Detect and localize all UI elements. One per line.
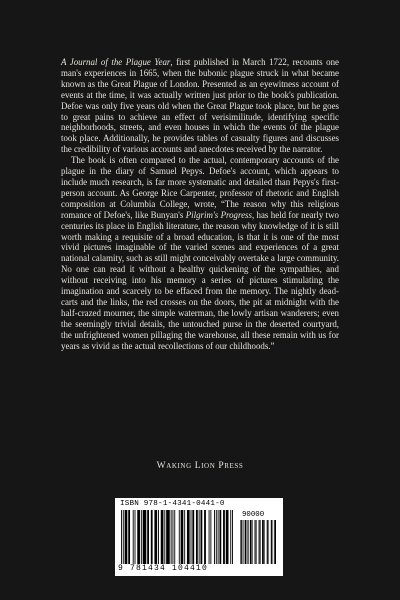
blurb-paragraph-2-text-b: , has held for nearly two centuries its place in English literature, the reason why knowledge of it is still worth making a requisite of a broad education, is that it is one of the most vivid pictures imaginable of the varied scenes and experiences of a great national calamity, such as still might conceivably overtake a large community. No one can read it without a healthy quickening of the sympathies, and without receiving into his memory a series of pictures stimulating the imagination and scarcely to be effaced from the memory. The nightly dead-carts and the links, the red crosses on the doors, the pit at midnight with the half-crazed mourner, the simple waterman, the lowly artisan wanderers; even the seemingly trivial details, the untouched purse in the deserted courtyard, the unfrightened women pillaging the warehouse, all these remain with us for years as vivid as the actual recollections of our childhoods.”: [61, 209, 339, 351]
barcode-bar: [164, 510, 165, 564]
barcode-bar: [171, 510, 172, 564]
isbn-label: ISBN 978-1-4341-0441-0: [120, 500, 225, 508]
barcode-bar: [184, 510, 185, 564]
barcode-bar: [232, 510, 233, 564]
barcode-bar: [267, 520, 268, 564]
barcode-bar: [137, 510, 140, 564]
barcode-bar: [192, 510, 194, 564]
publisher-name: Waking Lion Press: [156, 461, 244, 471]
barcode-bar: [256, 520, 257, 564]
barcode-bar: [245, 520, 247, 564]
barcode-bar: [240, 520, 241, 564]
barcode-bar: [264, 520, 265, 564]
barcode-bar: [172, 510, 173, 564]
barcode-bar: [181, 510, 184, 564]
barcode-bar: [199, 510, 200, 564]
barcode-bar: [252, 520, 253, 564]
barcode-bar: [218, 510, 219, 564]
barcode-bar: [174, 510, 175, 564]
barcode-bar: [230, 510, 231, 564]
barcode-digits: 9 781434 104410: [118, 564, 209, 573]
barcode-bar: [219, 510, 221, 564]
barcode-bar: [141, 510, 142, 564]
barcode-bar: [262, 520, 264, 564]
barcode-bar: [241, 520, 242, 564]
barcode-addon-bars: [240, 520, 276, 564]
barcode-bar: [274, 520, 276, 564]
barcode-bar: [216, 510, 217, 564]
barcode-bar: [209, 510, 210, 564]
barcode-bar: [125, 510, 128, 564]
barcode-bar: [247, 520, 248, 564]
barcode-bar: [143, 510, 147, 564]
barcode-main-bars: [121, 510, 233, 564]
barcode-bar: [243, 520, 244, 564]
blurb-paragraph-2-text-a: The book is often compared to the actual, contemporary accounts of the plague in the diary of Samuel Pepys. Defoe's account, which appears to include much research, is far more systematic and detailed than Pepys's first-person account. As George Rice Carpenter, professor of rhetoric and English composition at Columbia College, wrote, “The reason why this religious romance of Defoe's, like Bunyan's: [61, 155, 339, 220]
price-code: 90000: [242, 511, 265, 519]
barcode-bar: [179, 510, 180, 564]
barcode-bar: [214, 510, 215, 564]
barcode-bar: [196, 510, 198, 564]
blurb-text: [61, 57, 339, 351]
barcode-bar: [128, 510, 130, 564]
barcode-bar: [147, 510, 149, 564]
barcode-bar: [154, 510, 157, 564]
isbn-barcode: [115, 498, 283, 576]
barcode-bar: [210, 510, 211, 564]
barcode-bar: [158, 510, 159, 564]
barcode-bar: [161, 510, 164, 564]
barcode-bar: [271, 520, 272, 564]
barcode-bar: [268, 520, 269, 564]
book-title-italic: A Journal of the Plague Year: [61, 57, 171, 67]
blurb-paragraph-2: [61, 155, 339, 351]
barcode-bar: [204, 510, 206, 564]
barcode-bar: [133, 510, 134, 564]
barcode-bar: [255, 520, 256, 564]
barcode-bar: [123, 510, 124, 564]
barcode-bar: [259, 520, 260, 564]
barcode-bar: [121, 510, 122, 564]
barcode-bar: [248, 520, 249, 564]
barcode-bar: [200, 510, 202, 564]
barcode-bar: [187, 510, 190, 564]
barcode-bar: [250, 520, 252, 564]
blurb-paragraph-1: [61, 57, 339, 155]
barcode-bar: [273, 520, 274, 564]
barcode-bar: [166, 510, 170, 564]
blurb-paragraph-1-text: , first published in March 1722, recounts one man's experiences in 1665, when the bubonic plague struck in what became known as the Great Plague of London. Presented as an eyewitness account of events at the time, it was actually written just prior to the book's publication. Defoe was only five years old when the Great Plague took place, but he goes to great pains to achieve an effect of verisimilitude, identifying specific neighborhoods, streets, and even houses in which the events of the plague took place. Additionally, he provides tables of casualty figures and discusses the credibility of various accounts and anecdotes received by the narrator.: [61, 57, 339, 155]
pilgrims-progress-italic: Pilgrim's Progress: [185, 209, 252, 220]
barcode-bar: [223, 510, 225, 564]
barcode-bar: [226, 510, 229, 564]
barcode-bar: [260, 520, 261, 564]
barcode-bar: [151, 510, 153, 564]
barcode-bar: [191, 510, 192, 564]
barcode-bar: [135, 510, 136, 564]
